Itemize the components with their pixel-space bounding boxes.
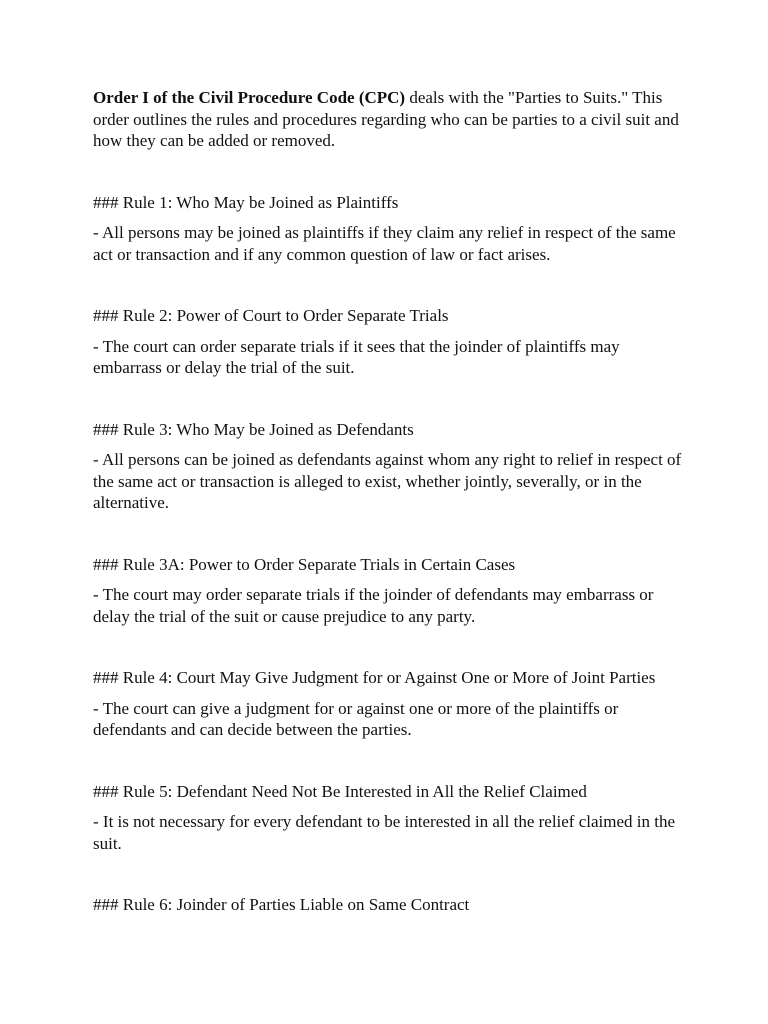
document-page xyxy=(93,87,683,916)
rule-section-5 xyxy=(93,781,683,855)
rule-body: - The court may order separate trials if the joinder of defendants may embarrass or delay the trial of the suit or cause prejudice to any party. xyxy=(93,585,654,626)
intro-paragraph xyxy=(93,87,683,152)
rule-body: - The court can order separate trials if it sees that the joinder of plaintiffs may embarrass or delay the trial of the suit. xyxy=(93,336,620,377)
intro-bold-title: Order I of the Civil Procedure Code (CPC) xyxy=(93,88,406,107)
rule-body: - All persons can be joined as defendants against whom any right to relief in respect of the same act or transaction is alleged to exist, whether jointly, severally, or in the alternative. xyxy=(93,450,682,512)
rule-section-4 xyxy=(93,667,683,741)
rule-heading: ### Rule 6: Joinder of Parties Liable on Same Contract xyxy=(93,895,470,914)
rule-section-3 xyxy=(93,419,683,514)
rule-section-2 xyxy=(93,305,683,379)
rule-heading: ### Rule 3: Who May be Joined as Defendants xyxy=(93,419,414,439)
rule-heading: ### Rule 2: Power of Court to Order Separate Trials xyxy=(93,306,449,325)
rule-heading: ### Rule 3A: Power to Order Separate Trials in Certain Cases xyxy=(93,554,516,574)
rule-section-3a xyxy=(93,554,683,628)
rule-heading: ### Rule 5: Defendant Need Not Be Interested in All the Relief Claimed xyxy=(93,781,587,801)
rule-section-6 xyxy=(93,894,683,916)
rule-heading: ### Rule 1: Who May be Joined as Plaintiffs xyxy=(93,192,399,212)
rule-body: - All persons may be joined as plaintiffs if they claim any relief in respect of the same act or transaction and if any common question of law or fact arises. xyxy=(93,223,676,264)
rule-heading: ### Rule 4: Court May Give Judgment for or Against One or More of Joint Parties xyxy=(93,668,656,687)
intro-text: deals with the "Parties to Suits." This order outlines the rules and procedures regarding who can be parties to a civil suit and how they can be added or removed. xyxy=(93,88,679,150)
rule-body: - The court can give a judgment for or against one or more of the plaintiffs or defendants and can decide between the parties. xyxy=(93,698,619,739)
rule-body: - It is not necessary for every defendant to be interested in all the relief claimed in the suit. xyxy=(93,812,676,853)
rule-section-1 xyxy=(93,192,683,266)
